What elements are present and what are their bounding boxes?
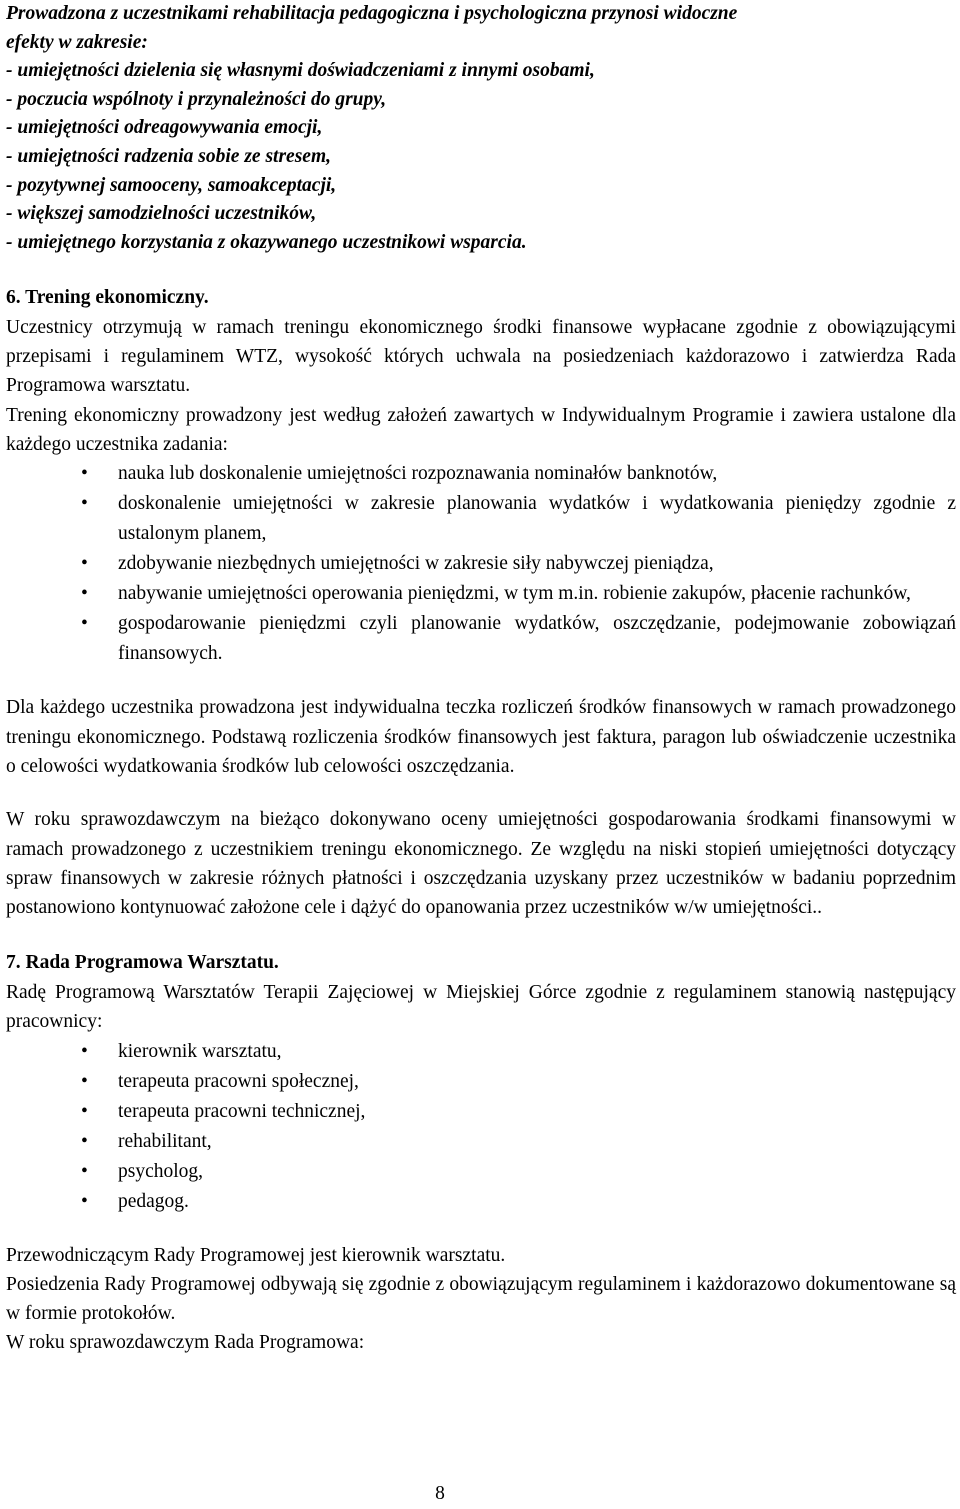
intro-line: Prowadzona z uczestnikami rehabilitacja pedagogiczna i psychologiczna przynosi widoczne (6, 3, 738, 24)
paragraph: Przewodniczącym Rady Programowej jest kierownik warsztatu. (6, 1244, 506, 1266)
spacer (6, 257, 956, 284)
intro-line: - umiejętności radzenia sobie ze stresem, (6, 145, 331, 167)
bullet-icon: • (81, 463, 88, 485)
paragraph: Trening ekonomiczny prowadzony jest według założeń zawartych w Indywidualnym Programie i zawiera ustalone dla każdego uczestnika zadania: (6, 404, 956, 456)
bullet-icon: • (81, 1130, 88, 1152)
intro-line: - umiejętności odreagowywania emocji, (6, 117, 323, 139)
list-item-text: gospodarowanie pieniędzmi czyli planowanie wydatków, oszczędzanie, podejmowanie zobowiązań finansowych. (118, 613, 956, 665)
bullet-icon: • (81, 1100, 88, 1122)
list-item (6, 1127, 956, 1157)
spacer (6, 1217, 956, 1241)
list-item (6, 489, 956, 549)
intro-line: efekty w zakresie: (6, 31, 148, 53)
intro-line: - umiejętności dzielenia się własnymi doświadczeniami z innymi osobami, (6, 60, 595, 82)
list-item (6, 1067, 956, 1097)
paragraph: Dla każdego uczestnika prowadzona jest indywidualna teczka rozliczeń środków finansowych w ramach prowadzonego treningu ekonomicznego. Podstawą rozliczenia środków finansowych jest faktura, paragon lub oświadczenie uczestnika o celowości wydatkowania środków lub celowości oszczędzania. (6, 697, 956, 777)
section-7 (6, 949, 956, 1357)
bullet-icon: • (81, 583, 88, 605)
list-item (6, 1097, 956, 1127)
bullet-icon: • (81, 1190, 88, 1212)
bullet-icon: • (81, 1160, 88, 1182)
section-6 (6, 284, 956, 922)
spacer (6, 922, 956, 949)
task-list (6, 459, 956, 669)
intro-block (6, 0, 956, 257)
page-number: 8 (435, 1483, 445, 1504)
intro-line: - poczucia wspólnoty i przynależności do grupy, (6, 88, 387, 110)
list-item-text: kierownik warsztatu, (118, 1040, 282, 1062)
paragraph: W roku sprawozdawczym na bieżąco dokonywano oceny umiejętności gospodarowania środkami finansowymi w ramach prowadzonego z uczestnikiem treningu ekonomicznego. Ze względu na niski stopień umiejętności dotyczący spraw finansowych w zakresie różnych płatności i oszczędzania uzyskany przez uczestników w badaniu poprzednim postanowiono kontynuować założone cele i dążyć do opanowania przez uczestników w/w umiejętności.. (6, 809, 956, 919)
section-heading: 6. Trening ekonomiczny. (6, 287, 209, 309)
document-page (6, 0, 956, 1358)
list-item (6, 1187, 956, 1217)
list-item-text: psycholog, (118, 1160, 204, 1182)
list-item (6, 459, 956, 489)
bullet-icon: • (81, 613, 88, 635)
intro-line: - pozytywnej samooceny, samoakceptacji, (6, 174, 337, 196)
list-item-text: nauka lub doskonalenie umiejętności rozpoznawania nominałów banknotów, (118, 463, 718, 485)
list-item-text: rehabilitant, (118, 1130, 212, 1152)
paragraph: Posiedzenia Rady Programowej odbywają się zgodnie z obowiązującym regulaminem i każdorazowo dokumentowane są w formie protokołów. (6, 1273, 956, 1325)
list-item-text: pedagog. (118, 1190, 189, 1212)
list-item (6, 1037, 956, 1067)
list-item-text: terapeuta pracowni technicznej, (118, 1100, 366, 1122)
spacer (6, 781, 956, 805)
bullet-icon: • (81, 1040, 88, 1062)
bullet-icon: • (81, 493, 88, 515)
section-heading: 7. Rada Programowa Warsztatu. (6, 952, 279, 974)
list-item (6, 579, 956, 609)
intro-line: - umiejętnego korzystania z okazywanego uczestnikowi wsparcia. (6, 231, 527, 253)
list-item (6, 1157, 956, 1187)
list-item-text: terapeuta pracowni społecznej, (118, 1070, 359, 1092)
list-item (6, 549, 956, 579)
members-list (6, 1037, 956, 1217)
list-item-text: zdobywanie niezbędnych umiejętności w zakresie siły nabywczej pieniądza, (118, 553, 714, 575)
paragraph: W roku sprawozdawczym Rada Programowa: (6, 1332, 365, 1354)
bullet-icon: • (81, 553, 88, 575)
intro-line: - większej samodzielności uczestników, (6, 203, 317, 225)
paragraph: Radę Programową Warsztatów Terapii Zajęciowej w Miejskiej Górce zgodnie z regulaminem stanowią następujący pracownicy: (6, 981, 956, 1033)
list-item (6, 609, 956, 669)
spacer (6, 669, 956, 693)
list-item-text: doskonalenie umiejętności w zakresie planowania wydatków i wydatkowania pieniędzy zgodnie z ustalonym planem, (118, 493, 956, 545)
bullet-icon: • (81, 1070, 88, 1092)
list-item-text: nabywanie umiejętności operowania pieniędzmi, w tym m.in. robienie zakupów, płacenie rachunków, (118, 583, 911, 605)
paragraph: Uczestnicy otrzymują w ramach treningu ekonomicznego środki finansowe wypłacane zgodnie z obowiązującymi przepisami i regulaminem WTZ, wysokość których uchwala na posiedzeniach każdorazowo i zatwierdza Rada Programowa warsztatu. (6, 316, 956, 397)
